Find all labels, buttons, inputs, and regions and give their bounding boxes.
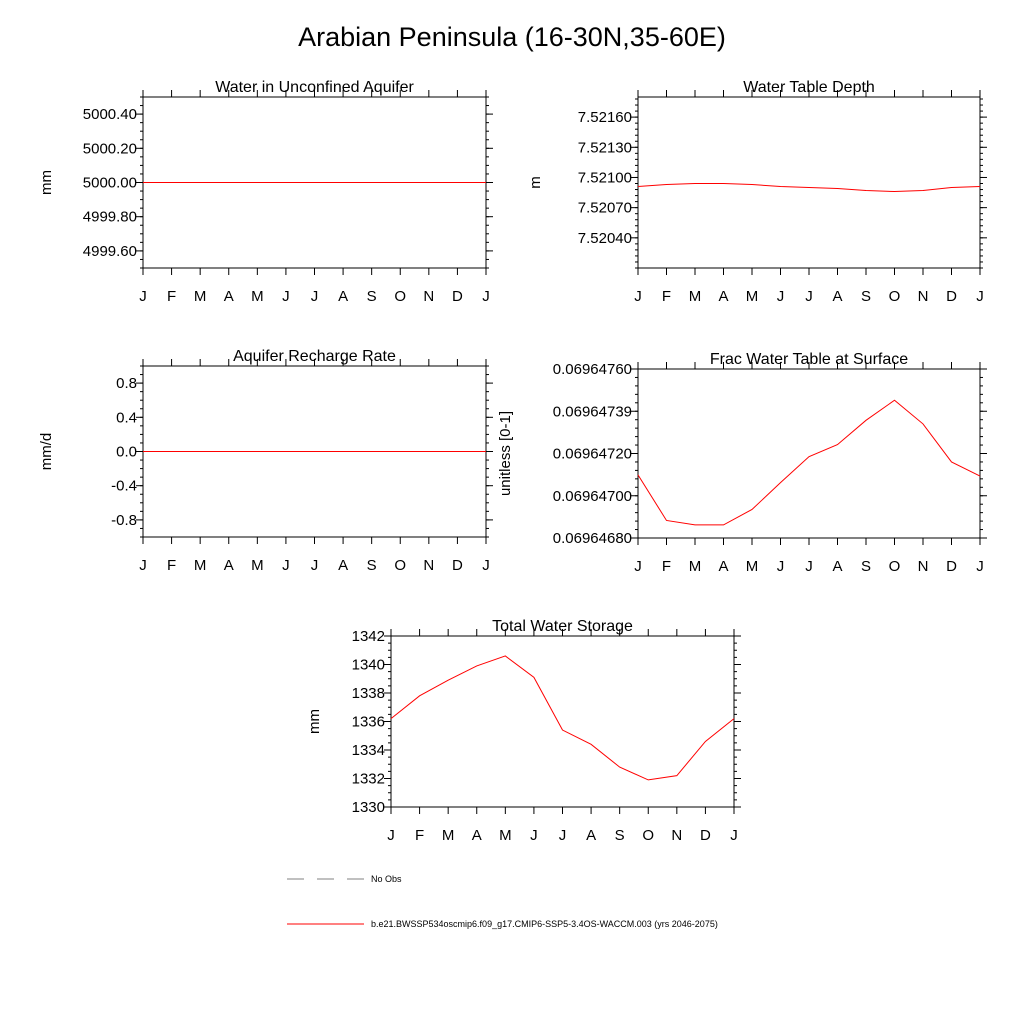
aquifer-water-xtick-label: J: [139, 288, 147, 305]
recharge-rate-ytick-label: -0.4: [111, 477, 137, 495]
recharge-rate-xtick-label: N: [423, 557, 435, 574]
total-water-storage-xtick-label: N: [671, 827, 683, 844]
water-table-depth-xtick-label: J: [805, 288, 813, 305]
total-water-storage-xtick-label: J: [730, 827, 738, 844]
recharge-rate-title: Aquifer Recharge Rate: [233, 348, 396, 365]
total-water-storage-frame: [391, 636, 734, 807]
recharge-rate-xtick-label: J: [282, 557, 290, 574]
aquifer-water-xtick-label: J: [282, 288, 290, 305]
total-water-storage-xtick-label: J: [387, 827, 395, 844]
water-table-depth-ytick-label: 7.52100: [577, 169, 632, 187]
recharge-rate-ylabel: mm/d: [38, 432, 55, 471]
recharge-rate-xtick-label: M: [193, 557, 207, 574]
legend: [287, 874, 718, 929]
total-water-storage-ylabel: mm: [306, 709, 323, 734]
frac-water-table-xtick-label: J: [805, 558, 813, 575]
frac-water-table-ylabel: unitless [0-1]: [497, 410, 514, 497]
water-table-depth-xtick-label: M: [688, 288, 702, 305]
frac-water-table-xtick-label: J: [776, 558, 785, 575]
frac-water-table-xtick-label: N: [917, 558, 929, 575]
total-water-storage-ytick-label: 1340: [351, 656, 385, 674]
frac-water-table-ytick-label: 0.06964739: [552, 403, 632, 421]
frac-water-table-frame: [638, 369, 980, 538]
aquifer-water-xtick-label: A: [223, 288, 234, 305]
water-table-depth-xtick-label: N: [917, 288, 929, 305]
total-water-storage-ytick-label: 1332: [351, 770, 385, 788]
aquifer-water-ytick-label: 4999.60: [82, 242, 137, 260]
total-water-storage-ytick-label: 1338: [351, 685, 385, 702]
recharge-rate-xtick-label: S: [366, 557, 377, 574]
recharge-rate-xtick-label: J: [482, 557, 490, 574]
recharge-rate-xtick-label: O: [394, 557, 407, 574]
aquifer-water-xtick-label: A: [338, 288, 349, 305]
frac-water-table-ytick-label: 0.06964700: [552, 487, 632, 505]
recharge-rate-ytick-label: 0.4: [116, 409, 137, 427]
total-water-storage-title: Total Water Storage: [492, 618, 633, 635]
total-water-storage-xtick-label: F: [414, 827, 425, 844]
total-water-storage-xtick-label: M: [499, 827, 512, 844]
frac-water-table-xtick-label: J: [976, 558, 984, 575]
frac-water-table-xtick-label: J: [634, 558, 642, 575]
frac-water-table-series-line: [638, 400, 980, 525]
frac-water-table-title: Frac Water Table at Surface: [709, 351, 909, 368]
total-water-storage-ytick-label: 1336: [351, 713, 385, 731]
total-water-storage-series-line: [391, 656, 734, 780]
water-table-depth-xtick-label: M: [745, 288, 759, 305]
aquifer-water-xtick-label: O: [394, 288, 407, 305]
frac-water-table-xtick-label: D: [946, 558, 957, 575]
panel-aquifer-water: [38, 79, 493, 305]
total-water-storage-xtick-label: M: [441, 827, 455, 844]
aquifer-water-xtick-label: M: [193, 288, 207, 305]
panel-total-water-storage: [306, 618, 741, 844]
frac-water-table-xtick-label: S: [860, 558, 872, 575]
total-water-storage-ytick-label: 1342: [351, 628, 385, 645]
aquifer-water-ytick-label: 4999.80: [82, 208, 137, 226]
water-table-depth-title: Water Table Depth: [743, 79, 875, 96]
total-water-storage-xtick-label: O: [642, 827, 655, 844]
water-table-depth-frame: [638, 97, 980, 268]
water-table-depth-ylabel: m: [527, 176, 544, 189]
recharge-rate-ytick-label: -0.8: [111, 511, 137, 529]
water-table-depth-xtick-label: F: [661, 288, 672, 305]
total-water-storage-ytick-label: 1334: [351, 742, 385, 759]
aquifer-water-ytick-label: 5000.40: [82, 106, 137, 124]
recharge-rate-ytick-label: 0.0: [116, 443, 137, 461]
aquifer-water-xtick-label: J: [310, 288, 319, 305]
frac-water-table-xtick-label: O: [888, 558, 901, 575]
total-water-storage-xtick-label: J: [558, 827, 567, 844]
aquifer-water-xtick-label: D: [451, 288, 463, 305]
water-table-depth-xtick-label: J: [634, 288, 642, 305]
water-table-depth-xtick-label: S: [860, 288, 872, 305]
total-water-storage-xtick-label: S: [614, 827, 625, 844]
frac-water-table-xtick-label: M: [688, 558, 702, 575]
aquifer-water-title: Water in Unconfined Aquifer: [215, 79, 414, 96]
frac-water-table-xtick-label: A: [718, 558, 729, 575]
aquifer-water-ytick-label: 5000.00: [82, 174, 137, 192]
legend-obs-label: No Obs: [371, 874, 402, 884]
recharge-rate-ytick-label: 0.8: [116, 375, 137, 393]
panel-water-table-depth: [527, 79, 987, 305]
frac-water-table-xtick-label: F: [661, 558, 672, 575]
recharge-rate-xtick-label: A: [223, 557, 234, 574]
aquifer-water-xtick-label: M: [251, 288, 264, 305]
aquifer-water-xtick-label: J: [482, 288, 490, 305]
aquifer-water-ytick-label: 5000.20: [82, 140, 137, 158]
water-table-depth-xtick-label: D: [946, 288, 957, 305]
figure-title: Arabian Peninsula (16-30N,35-60E): [298, 22, 726, 52]
aquifer-water-xtick-label: N: [423, 288, 435, 305]
water-table-depth-xtick-label: A: [832, 288, 843, 305]
total-water-storage-xtick-label: D: [699, 827, 711, 844]
recharge-rate-xtick-label: J: [310, 557, 319, 574]
panel-frac-water-table: [497, 351, 987, 575]
frac-water-table-xtick-label: M: [745, 558, 759, 575]
water-table-depth-series-line: [638, 184, 980, 192]
frac-water-table-ytick-label: 0.06964680: [552, 530, 632, 547]
water-table-depth-xtick-label: O: [888, 288, 901, 305]
recharge-rate-xtick-label: J: [139, 557, 147, 574]
aquifer-water-xtick-label: S: [366, 288, 377, 305]
panel-recharge-rate: [38, 348, 493, 574]
frac-water-table-ytick-label: 0.06964720: [552, 445, 632, 463]
total-water-storage-xtick-label: J: [530, 827, 538, 844]
water-table-depth-xtick-label: J: [776, 288, 785, 305]
total-water-storage-xtick-label: A: [586, 827, 597, 844]
aquifer-water-ylabel: mm: [38, 170, 55, 195]
total-water-storage-xtick-label: A: [471, 827, 482, 844]
total-water-storage-ytick-label: 1330: [351, 799, 385, 816]
legend-model-label: b.e21.BWSSP534oscmip6.f09_g17.CMIP6-SSP5-3.4OS-WACCM.003 (yrs 2046-2075): [371, 919, 718, 929]
water-table-depth-ytick-label: 7.52160: [577, 109, 632, 127]
water-table-depth-ytick-label: 7.52040: [577, 229, 632, 247]
panels-group: [38, 79, 987, 844]
recharge-rate-xtick-label: D: [451, 557, 463, 574]
frac-water-table-xtick-label: A: [832, 558, 843, 575]
recharge-rate-xtick-label: F: [166, 557, 177, 574]
frac-water-table-ytick-label: 0.06964760: [552, 361, 632, 378]
recharge-rate-xtick-label: M: [251, 557, 264, 574]
water-table-depth-ytick-label: 7.52070: [577, 199, 632, 217]
water-table-depth-ytick-label: 7.52130: [577, 139, 632, 157]
water-table-depth-xtick-label: A: [718, 288, 729, 305]
water-table-depth-xtick-label: J: [976, 288, 984, 305]
recharge-rate-xtick-label: A: [338, 557, 349, 574]
aquifer-water-xtick-label: F: [166, 288, 177, 305]
